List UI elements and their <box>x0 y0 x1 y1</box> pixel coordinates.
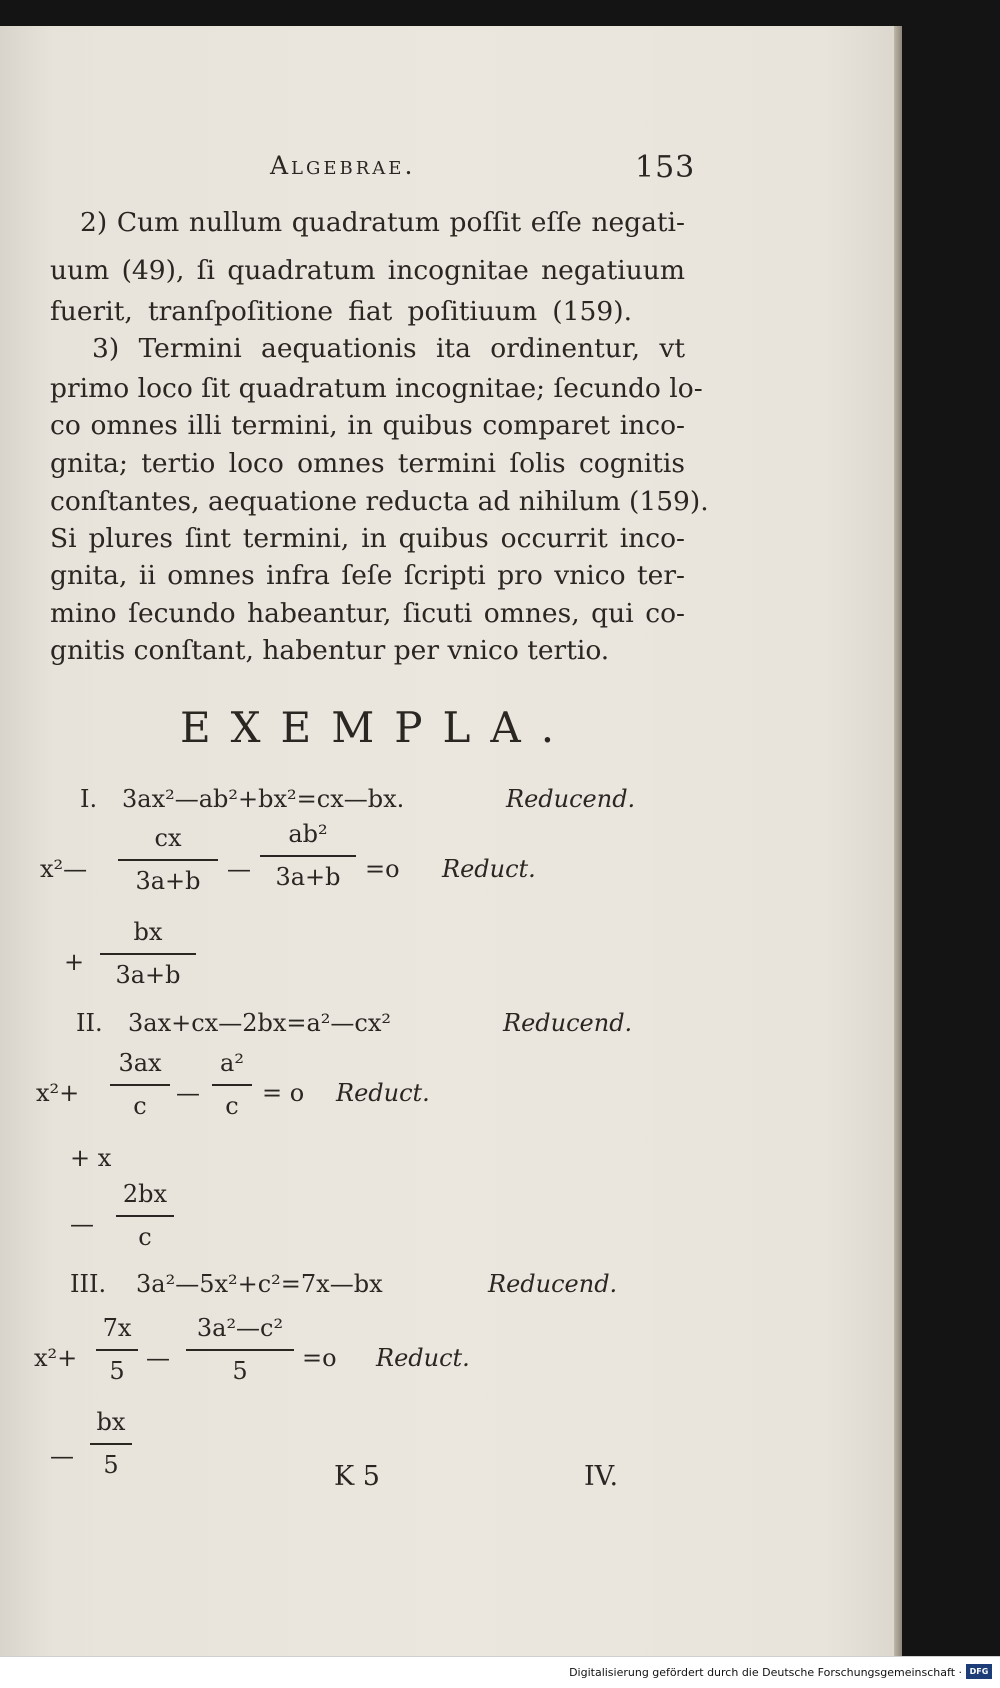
text-line: primo loco ſit quadratum incognitae; ſecundo lo- <box>50 373 703 404</box>
numerator: ab² <box>288 820 328 848</box>
text-line: 3) Termini aequationis ita ordinentur, vt <box>92 333 685 364</box>
dfg-logo-icon: DFG <box>966 1664 992 1679</box>
digitization-footer <box>0 1656 1000 1688</box>
page-edge <box>894 26 902 1656</box>
text-line: mino ſecundo habeantur, ſicuti omnes, qui co- <box>50 598 685 629</box>
minus-sign: — <box>176 1079 200 1107</box>
label-reduct: Reduct. <box>336 1079 430 1107</box>
minus-sign: — <box>146 1344 170 1372</box>
label-reducend: Reducend. <box>506 785 636 813</box>
denominator: 5 <box>109 1357 125 1385</box>
signature-mark: K 5 <box>334 1461 380 1492</box>
example-numeral: II. <box>76 1009 103 1037</box>
fraction <box>118 826 218 893</box>
running-title: Algebrae. <box>270 151 416 180</box>
denominator: 5 <box>232 1357 248 1385</box>
example-numeral: I. <box>80 785 98 813</box>
equation: 3ax+cx—2bx=a²—cx² <box>128 1009 392 1037</box>
fraction <box>110 1051 170 1118</box>
fraction <box>260 822 356 889</box>
text-line: gnita; tertio loco omnes termini ſolis cognitis <box>50 448 685 479</box>
lead-term: x²— <box>40 855 88 883</box>
catchword: IV. <box>584 1461 619 1492</box>
denominator: 5 <box>103 1451 119 1479</box>
fraction-bar <box>212 1084 252 1086</box>
lead-term: x²+ <box>36 1079 80 1107</box>
fraction-bar <box>110 1084 170 1086</box>
equals-zero: =o <box>365 855 400 883</box>
fraction-bar <box>100 953 196 955</box>
book-page <box>0 26 896 1656</box>
label-reduct: Reduct. <box>376 1344 470 1372</box>
equation: 3a²—5x²+c²=7x—bx <box>136 1270 383 1298</box>
section-heading: EXEMPLA. <box>180 703 575 752</box>
fraction-bar <box>90 1443 132 1445</box>
numerator: 7x <box>102 1314 132 1342</box>
fraction <box>96 1316 138 1383</box>
fraction <box>212 1051 252 1118</box>
fraction-bar <box>96 1349 138 1351</box>
label-reduct: Reduct. <box>442 855 536 883</box>
denominator: 3a+b <box>135 867 201 895</box>
label-reducend: Reducend. <box>488 1270 618 1298</box>
denominator: c <box>225 1092 239 1120</box>
fraction <box>90 1410 132 1477</box>
equals-zero: = o <box>262 1079 305 1107</box>
sign: + <box>64 948 85 976</box>
denominator: c <box>133 1092 147 1120</box>
numerator: 3a²—c² <box>196 1314 284 1342</box>
text-line: 2) Cum nullum quadratum poſſit eſſe negati- <box>80 207 685 238</box>
minus-sign: — <box>227 855 251 883</box>
fraction <box>116 1182 174 1249</box>
numerator: 3ax <box>118 1049 162 1077</box>
text-line: conſtantes, aequatione reducta ad nihilum (159). <box>50 486 709 517</box>
fraction <box>186 1316 294 1383</box>
fraction-bar <box>260 855 356 857</box>
fraction-bar <box>118 859 218 861</box>
lead-term: x²+ <box>34 1344 78 1372</box>
equation: 3ax²—ab²+bx²=cx—bx. <box>122 785 405 813</box>
extra-term: + x <box>70 1144 112 1172</box>
text-line: gnita, ii omnes infra ſeſe ſcripti pro vnico ter- <box>50 560 685 591</box>
numerator: bx <box>133 918 163 946</box>
fraction-bar <box>116 1215 174 1217</box>
text-line: fuerit, tranſpoſitione fiat poſitiuum (159). <box>50 296 632 327</box>
fraction-bar <box>186 1349 294 1351</box>
text-line: Si plures ſint termini, in quibus occurrit inco- <box>50 523 685 554</box>
sign: — <box>70 1210 94 1238</box>
fraction <box>100 920 196 987</box>
digitization-notice: Digitalisierung gefördert durch die Deutsche Forschungsgemeinschaft · <box>569 1666 962 1679</box>
text-line: co omnes illi termini, in quibus comparet inco- <box>50 410 685 441</box>
numerator: bx <box>96 1408 126 1436</box>
numerator: 2bx <box>122 1180 168 1208</box>
denominator: 3a+b <box>115 961 181 989</box>
text-line: uum (49), ſi quadratum incognitae negatiuum <box>50 255 685 286</box>
equals-zero: =o <box>302 1344 337 1372</box>
example-numeral: III. <box>70 1270 107 1298</box>
numerator: a² <box>220 1049 244 1077</box>
page-number: 153 <box>635 150 696 185</box>
denominator: c <box>138 1223 152 1251</box>
sign: — <box>50 1442 74 1470</box>
numerator: cx <box>154 824 182 852</box>
label-reducend: Reducend. <box>503 1009 633 1037</box>
text-line: gnitis conſtant, habentur per vnico tertio. <box>50 635 610 666</box>
denominator: 3a+b <box>275 863 341 891</box>
